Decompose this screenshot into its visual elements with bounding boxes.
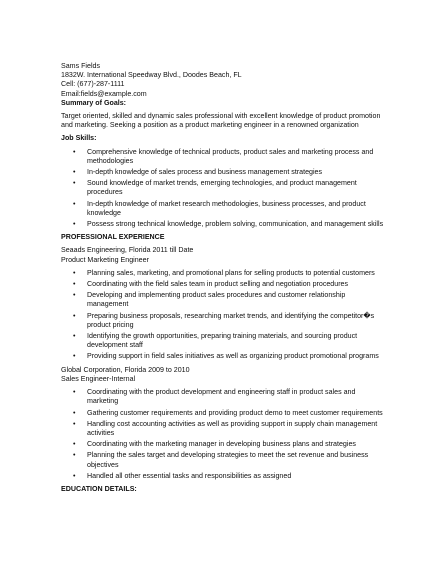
job-company: Seaads Engineering, Florida 2011 till Date: [61, 246, 194, 255]
contact-address: 1832W. International Speedway Blvd., Doodes Beach, FL: [61, 71, 242, 80]
bullet-icon: •: [73, 268, 76, 277]
contact-block: [61, 62, 386, 99]
bullet-icon: •: [73, 471, 76, 480]
list-item-text: Coordinating with the field sales team in product selling and negotiation procedures: [87, 280, 349, 289]
bullet-icon: •: [73, 352, 76, 361]
bullet-icon: •: [73, 311, 76, 320]
bullet-icon: •: [73, 388, 76, 397]
bullet-icon: •: [73, 419, 76, 428]
bullet-icon: •: [73, 408, 76, 417]
list-item: [61, 451, 386, 469]
skills-title: Job Skills:: [61, 134, 97, 143]
list-item-text: Comprehensive knowledge of technical products, product sales and marketing process and methodologies: [87, 147, 374, 165]
contact-cell: Cell: (677)-287-1111: [61, 80, 125, 89]
bullet-icon: •: [73, 147, 76, 156]
list-item-text: Developing and implementing product sales procedures and customer relationship management: [87, 291, 346, 309]
job-duties-list: [61, 388, 386, 481]
list-item: [61, 148, 386, 166]
list-item: [61, 472, 386, 481]
job-role: Sales Engineer-Internal: [61, 374, 136, 383]
bullet-icon: •: [73, 199, 76, 208]
list-item-text: Gathering customer requirements and providing product demo to meet customer requirements: [87, 408, 383, 417]
bullet-icon: •: [73, 168, 76, 177]
bullet-icon: •: [73, 291, 76, 300]
bullet-icon: •: [73, 451, 76, 460]
list-item: [61, 352, 386, 361]
list-item: [61, 269, 386, 278]
list-item-text: Identifying the growth opportunities, preparing training materials, and sourcing product development staff: [87, 332, 358, 350]
list-item: [61, 168, 386, 177]
list-item-text: Possess strong technical knowledge, problem solving, communication, and management skills: [87, 220, 384, 229]
list-item: [61, 440, 386, 449]
list-item: [61, 388, 386, 406]
list-item-text: In-depth knowledge of sales process and business management strategies: [87, 168, 323, 177]
list-item-text: Handling cost accounting activities as well as providing support in supply chain management activities: [87, 419, 378, 437]
education-title: EDUCATION DETAILS:: [61, 484, 137, 493]
list-item-text: Handled all other essential tasks and responsibilities as assigned: [87, 471, 292, 480]
contact-name: Sams Fields: [61, 62, 101, 70]
bullet-icon: •: [73, 332, 76, 341]
job-company: Global Corporation, Florida 2009 to 2010: [61, 365, 190, 374]
bullet-icon: •: [73, 440, 76, 449]
bullet-icon: •: [73, 280, 76, 289]
list-item: [61, 420, 386, 438]
job-duties-list: [61, 269, 386, 362]
list-item-text: Planning sales, marketing, and promotional plans for selling products to potential customers: [87, 268, 375, 277]
summary-text: Target oriented, skilled and dynamic sales professional with excellent knowledge of product promotion and marketing. Seeking a position as a product marketing engineer in a renowned organization: [61, 112, 381, 130]
list-item: [61, 312, 386, 330]
list-item: [61, 179, 386, 197]
resume-page: [61, 62, 386, 494]
summary-title: Summary of Goals:: [61, 98, 127, 107]
list-item: [61, 332, 386, 350]
skills-list: [61, 148, 386, 230]
contact-email: Email:fields@example.com: [61, 89, 147, 98]
list-item-text: Preparing business proposals, researching market trends, and identifying the competitor�s product pricing: [87, 311, 375, 329]
list-item: [61, 200, 386, 218]
list-item: [61, 220, 386, 229]
list-item-text: Coordinating with the product development and engineering staff in product sales and marketing: [87, 388, 356, 406]
list-item-text: Providing support in field sales initiatives as well as organizing product promotional programs: [87, 352, 379, 361]
list-item-text: Planning the sales target and developing strategies to meet the set revenue and business objectives: [87, 451, 369, 469]
job-role: Product Marketing Engineer: [61, 255, 149, 264]
list-item-text: Sound knowledge of market trends, emerging technologies, and product management procedures: [87, 179, 357, 197]
list-item-text: In-depth knowledge of market research methodologies, business processes, and product knowledge: [87, 199, 366, 217]
list-item: [61, 291, 386, 309]
experience-title: PROFESSIONAL EXPERIENCE: [61, 233, 165, 242]
bullet-icon: •: [73, 179, 76, 188]
list-item: [61, 280, 386, 289]
list-item-text: Coordinating with the marketing manager in developing business plans and strategies: [87, 440, 356, 449]
bullet-icon: •: [73, 220, 76, 229]
list-item: [61, 409, 386, 418]
